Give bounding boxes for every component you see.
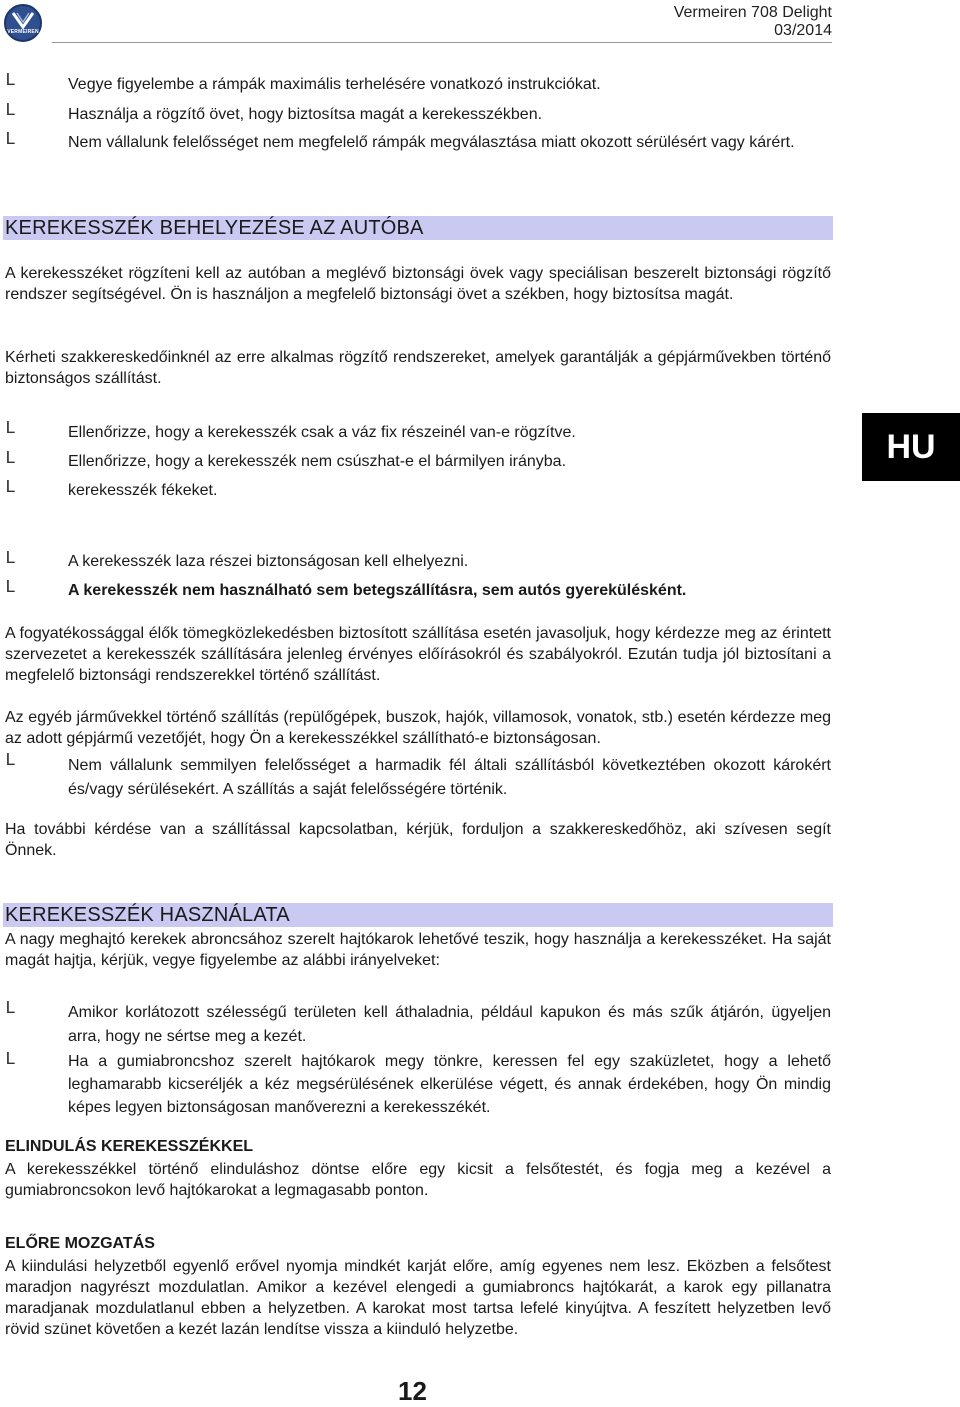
list-item: Vegye figyelembe a rámpák maximális terhelésére vonatkozó instrukciókat. (68, 76, 601, 93)
bullet-marker: L (5, 130, 16, 150)
paragraph: A fogyatékossággal élők tömegközlekedésben biztosított szállítása esetén javasoljuk, hogy kérdezze meg az érintett szervezetet a kerekesszék szállítására jelenleg érvényes előírásokról és szabályokról. Ezután tudja jól biztosítani a megfelelő biztonsági rendszerekkel történő szállítást. (5, 625, 831, 684)
document-title: Vermeiren 708 Delight (673, 4, 832, 21)
bullet-marker: L (5, 1050, 16, 1070)
list-item: Nem vállalunk semmilyen felelősséget a harmadik fél általi szállításból következtében okozott károkért és/vagy sérülésekért. A szállítás a saját felelősségére történik. (68, 757, 831, 798)
list-item: Nem vállalunk felelősséget nem megfelelő rámpák megválasztása miatt okozott sérülésért vagy kárért. (68, 134, 795, 151)
logo-text: VERMEIREN (7, 29, 39, 35)
section-heading: KEREKESSZÉK BEHELYEZÉSE AZ AUTÓBA (5, 217, 424, 239)
bullet-marker: L (5, 71, 16, 91)
paragraph: A kiindulási helyzetből egyenlő erővel nyomja mindkét karját előre, amíg egyenes nem lesz. Eközben a felsőtest maradjon nagyrészt mozdulatlan. Amikor a kezével elengedi a gumiabroncs hajtókarát, a karok egy pillanatra maradjanak mozdulatlanul ebben a helyzetben. A karokat most tartsa lefelé kinyújtva. A feszített helyzetben levő rövid szünet követően a kezét lazán lendítse vissza a kiinduló helyzetbe. (5, 1258, 831, 1338)
bullet-marker: L (5, 999, 16, 1019)
section-heading: KEREKESSZÉK HASZNÁLATA (5, 904, 290, 926)
bullet-marker: L (5, 578, 16, 598)
language-tab: HU (862, 413, 960, 481)
paragraph: Kérheti szakkereskedőinknél az erre alkalmas rögzítő rendszereket, amelyek garantálják a gépjárművekben történő biztonságos szállítást. (5, 349, 831, 387)
paragraph: A kerekesszékkel történő elinduláshoz döntse előre egy kicsit a felsőtestét, és fogja meg a kezével a gumiabroncsokon levő hajtókarokat a legmagasabb ponton. (5, 1161, 831, 1199)
paragraph: Az egyéb járművekkel történő szállítás (repülőgépek, buszok, hajók, villamosok, vonatok, stb.) esetén kérdezze meg az adott gépjármű vezetőjét, hogy Ön a kerekesszékkel szállítható-e biztonságosan. (5, 709, 831, 747)
list-item: Ha a gumiabroncshoz szerelt hajtókarok megy tönkre, keressen fel egy szaküzletet, hogy a lehető leghamarabb kicseréljék a kéz megsérülésének elkerülése végett, és annak érdekében, hogy Ön mindig képes legyen biztonságosan manőverezni a kerekesszékét. (68, 1053, 831, 1116)
list-item: Amikor korlátozott szélességű területen kell áthaladnia, például kapukon és más szűk átjárón, ügyeljen arra, hogy ne sértse meg a kezét. (68, 1004, 831, 1045)
vermeiren-logo (4, 4, 42, 42)
list-item-warning: A kerekesszék nem használható sem betegszállításra, sem autós gyerekülésként. (68, 582, 687, 599)
paragraph: A kerekesszéket rögzíteni kell az autóban a meglévő biztonsági övek vagy speciálisan beszerelt biztonsági rögzítő rendszer segítségével. Ön is használjon a megfelelő biztonsági övet a székben, hogy biztosítsa magát. (5, 265, 831, 303)
list-item: A kerekesszék laza részei biztonságosan kell elhelyezni. (68, 553, 469, 570)
bullet-marker: L (5, 751, 16, 771)
bullet-marker: L (5, 449, 16, 469)
document-date: 03/2014 (774, 22, 832, 39)
bullet-marker: L (5, 549, 16, 569)
list-item: Ellenőrizze, hogy a kerekesszék csak a váz fix részeinél van-e rögzítve. (68, 424, 576, 441)
bullet-marker: L (5, 478, 16, 498)
logo-swoosh-icon (12, 11, 34, 29)
header-rule (52, 42, 832, 43)
list-item: Ellenőrizze, hogy a kerekesszék nem csúszhat-e el bármilyen irányba. (68, 453, 567, 470)
subsection-heading: ELINDULÁS KEREKESSZÉKKEL (5, 1138, 254, 1155)
paragraph: Ha további kérdése van a szállítással kapcsolatban, kérjük, forduljon a szakkereskedőhöz, aki szívesen segít Önnek. (5, 821, 831, 859)
list-item: kerekesszék fékeket. (68, 482, 218, 499)
list-item: Használja a rögzítő övet, hogy biztosítsa magát a kerekesszékben. (68, 106, 543, 123)
bullet-marker: L (5, 101, 16, 121)
paragraph: A nagy meghajtó kerekek abroncsához szerelt hajtókarok lehetővé teszik, hogy használja a kerekesszéket. Ha saját magát hajtja, kérjük, vegye figyelembe az alábbi irányelveket: (5, 931, 831, 969)
page-number: 12 (398, 1376, 427, 1406)
subsection-heading: ELŐRE MOZGATÁS (5, 1235, 155, 1252)
bullet-marker: L (5, 419, 16, 439)
